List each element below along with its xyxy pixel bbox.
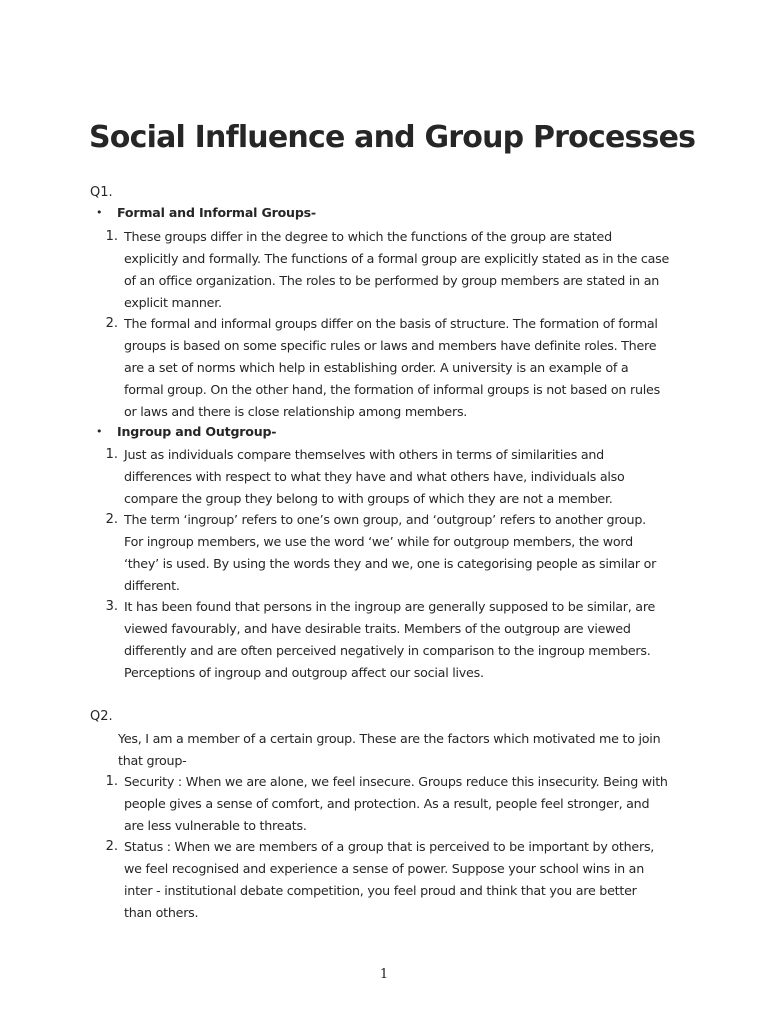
item-number: 3. [105,599,118,614]
item-line: Status : When we are members of a group that is perceived to be important by others, [124,839,655,854]
item-line: Security : When we are alone, we feel insecure. Groups reduce this insecurity. Being with [124,774,668,789]
item-line: groups is based on some specific rules or laws and members have definite roles. There [124,337,657,353]
item-line: ‘they’ is used. By using the words they and we, one is categorising people as similar or [124,555,657,571]
intro-line: that group- [118,752,187,768]
section-heading: Formal and Informal Groups- [117,205,316,220]
item-number: 1. [105,447,118,462]
item-number: 2. [105,839,118,854]
item-line: explicitly and formally. The functions of a formal group are explicitly stated as in the case [124,250,670,266]
section-heading: Ingroup and Outgroup- [117,424,277,439]
item-line: of an office organization. The roles to be performed by group members are stated in an [124,272,660,288]
item-line: viewed favourably, and have desirable traits. Members of the outgroup are viewed [124,620,631,636]
item-line: or laws and there is close relationship among members. [124,403,468,419]
item-line: The formal and informal groups differ on the basis of structure. The formation of formal [124,316,658,331]
item-line: For ingroup members, we use the word ‘we’ while for outgroup members, the word [124,533,633,549]
item-line: These groups differ in the degree to which the functions of the group are stated [124,229,612,244]
item-line: explicit manner. [124,294,222,310]
item-line: different. [124,577,180,593]
page-title: Social Influence and Group Processes [89,120,696,155]
item-line: are a set of norms which help in establishing order. A university is an example of a [124,359,629,375]
item-line: people gives a sense of comfort, and protection. As a result, people feel stronger, and [124,795,650,811]
item-line: we feel recognised and experience a sense of power. Suppose your school wins in an [124,860,644,876]
item-line: differently and are often perceived negatively in comparison to the ingroup members. [124,642,651,658]
q2-label: Q2. [90,709,113,724]
item-line: Perceptions of ingroup and outgroup affect our social lives. [124,664,484,680]
bullet-dot-icon: • [96,206,103,219]
intro-line: Yes, I am a member of a certain group. These are the factors which motivated me to join [118,731,661,746]
item-line: than others. [124,904,199,920]
page-number: 1 [379,967,389,982]
item-number: 2. [105,512,118,527]
item-number: 1. [105,229,118,244]
item-line: formal group. On the other hand, the formation of informal groups is not based on rules [124,381,660,397]
item-line: inter - institutional debate competition, you feel proud and think that you are better [124,882,637,898]
item-line: It has been found that persons in the ingroup are generally supposed to be similar, are [124,599,656,614]
item-number: 2. [105,316,118,331]
item-number: 1. [105,774,118,789]
bullet-dot-icon: • [96,425,103,438]
item-line: The term ‘ingroup’ refers to one’s own group, and ‘outgroup’ refers to another group. [124,512,646,527]
item-line: Just as individuals compare themselves with others in terms of similarities and [124,447,604,462]
item-line: are less vulnerable to threats. [124,817,307,833]
item-line: compare the group they belong to with groups of which they are not a member. [124,490,613,506]
item-line: differences with respect to what they have and what others have, individuals also [124,468,625,484]
q1-label: Q1. [90,185,113,200]
